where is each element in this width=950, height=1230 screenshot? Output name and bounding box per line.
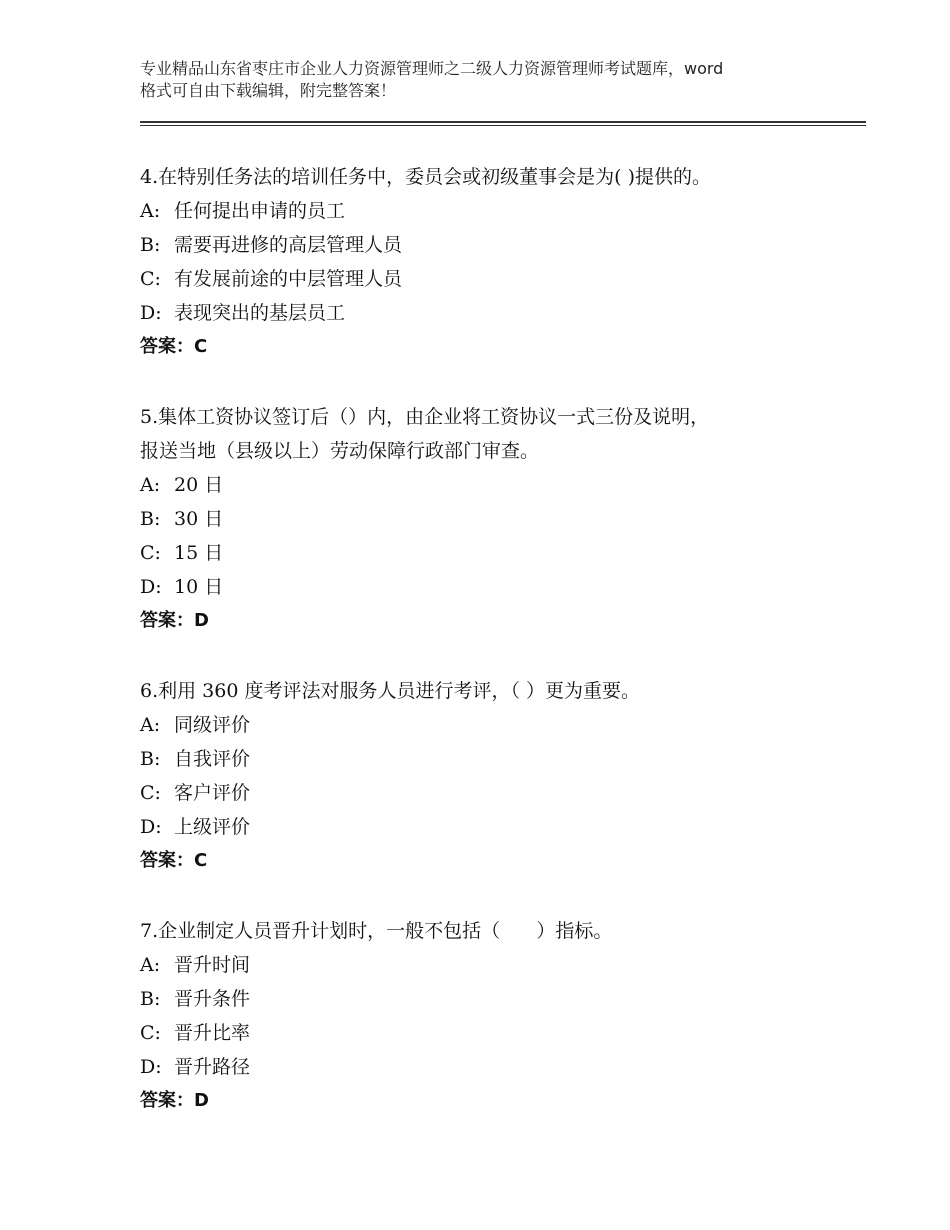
question-text: 7.企业制定人员晋升计划时，一般不包括（ ）指标。 — [140, 920, 613, 942]
answer — [140, 330, 866, 364]
option-label: C: — [140, 782, 161, 804]
answer-value: D — [194, 610, 209, 631]
option-c — [140, 776, 866, 810]
option-label: A: — [140, 200, 161, 222]
option-c — [140, 536, 866, 570]
option-label: A: — [140, 954, 161, 976]
option-label: C: — [140, 542, 161, 564]
option-text: 晋升时间 — [174, 954, 251, 976]
option-b — [140, 228, 866, 262]
option-text: 任何提出申请的员工 — [174, 200, 346, 222]
option-a — [140, 194, 866, 228]
option-text: 晋升比率 — [174, 1022, 251, 1044]
option-d — [140, 296, 866, 330]
option-label: B: — [140, 988, 161, 1010]
option-b — [140, 502, 866, 536]
option-label: B: — [140, 748, 161, 770]
option-a — [140, 948, 866, 982]
option-label: D: — [140, 1056, 162, 1078]
answer — [140, 1084, 866, 1118]
option-text: 客户评价 — [174, 782, 251, 804]
option-label: A: — [140, 474, 161, 496]
option-label: C: — [140, 268, 161, 290]
option-text: 15 日 — [174, 542, 224, 564]
option-text: 需要再进修的高层管理人员 — [174, 234, 403, 256]
option-label: B: — [140, 508, 161, 530]
option-text: 晋升路径 — [174, 1056, 251, 1078]
option-a — [140, 468, 866, 502]
option-d — [140, 1050, 866, 1084]
option-label: D: — [140, 576, 162, 598]
question-4 — [140, 160, 866, 364]
option-d — [140, 810, 866, 844]
option-text: 表现突出的基层员工 — [174, 302, 346, 324]
answer-value: C — [194, 336, 208, 357]
question-text: 6.利用 360 度考评法对服务人员进行考评，（ ）更为重要。 — [140, 680, 641, 702]
answer-label: 答案： — [140, 610, 194, 631]
question-list — [140, 160, 866, 1154]
document-header — [140, 58, 840, 102]
option-b — [140, 742, 866, 776]
option-text: 10 日 — [174, 576, 224, 598]
option-label: A: — [140, 714, 161, 736]
question-6 — [140, 674, 866, 878]
question-7 — [140, 914, 866, 1118]
option-d — [140, 570, 866, 604]
option-text: 晋升条件 — [174, 988, 251, 1010]
option-text: 30 日 — [174, 508, 224, 530]
question-text: 5.集体工资协议签订后（）内，由企业将工资协议一式三份及说明， — [140, 406, 710, 428]
option-b — [140, 982, 866, 1016]
answer-value: D — [194, 1090, 209, 1111]
answer — [140, 844, 866, 878]
header-line-1: 专业精品山东省枣庄市企业人力资源管理师之二级人力资源管理师考试题库，word — [140, 59, 724, 78]
question-text: 4.在特别任务法的培训任务中，委员会或初级董事会是为( )提供的。 — [140, 166, 711, 188]
option-label: D: — [140, 302, 162, 324]
header-rule-thick — [140, 121, 866, 123]
option-text: 20 日 — [174, 474, 224, 496]
answer-label: 答案： — [140, 850, 194, 871]
option-c — [140, 1016, 866, 1050]
answer-label: 答案： — [140, 336, 194, 357]
header-rule-thin — [140, 125, 866, 126]
question-text-continued: 报送当地（县级以上）劳动保障行政部门审查。 — [140, 440, 540, 462]
answer — [140, 604, 866, 638]
question-5 — [140, 400, 866, 638]
answer-value: C — [194, 850, 208, 871]
answer-label: 答案： — [140, 1090, 194, 1111]
option-text: 上级评价 — [174, 816, 251, 838]
option-a — [140, 708, 866, 742]
option-text: 自我评价 — [174, 748, 251, 770]
header-line-2: 格式可自由下载编辑，附完整答案！ — [140, 81, 397, 100]
option-label: D: — [140, 816, 162, 838]
option-text: 有发展前途的中层管理人员 — [174, 268, 403, 290]
option-text: 同级评价 — [174, 714, 251, 736]
option-label: C: — [140, 1022, 161, 1044]
option-label: B: — [140, 234, 161, 256]
option-c — [140, 262, 866, 296]
